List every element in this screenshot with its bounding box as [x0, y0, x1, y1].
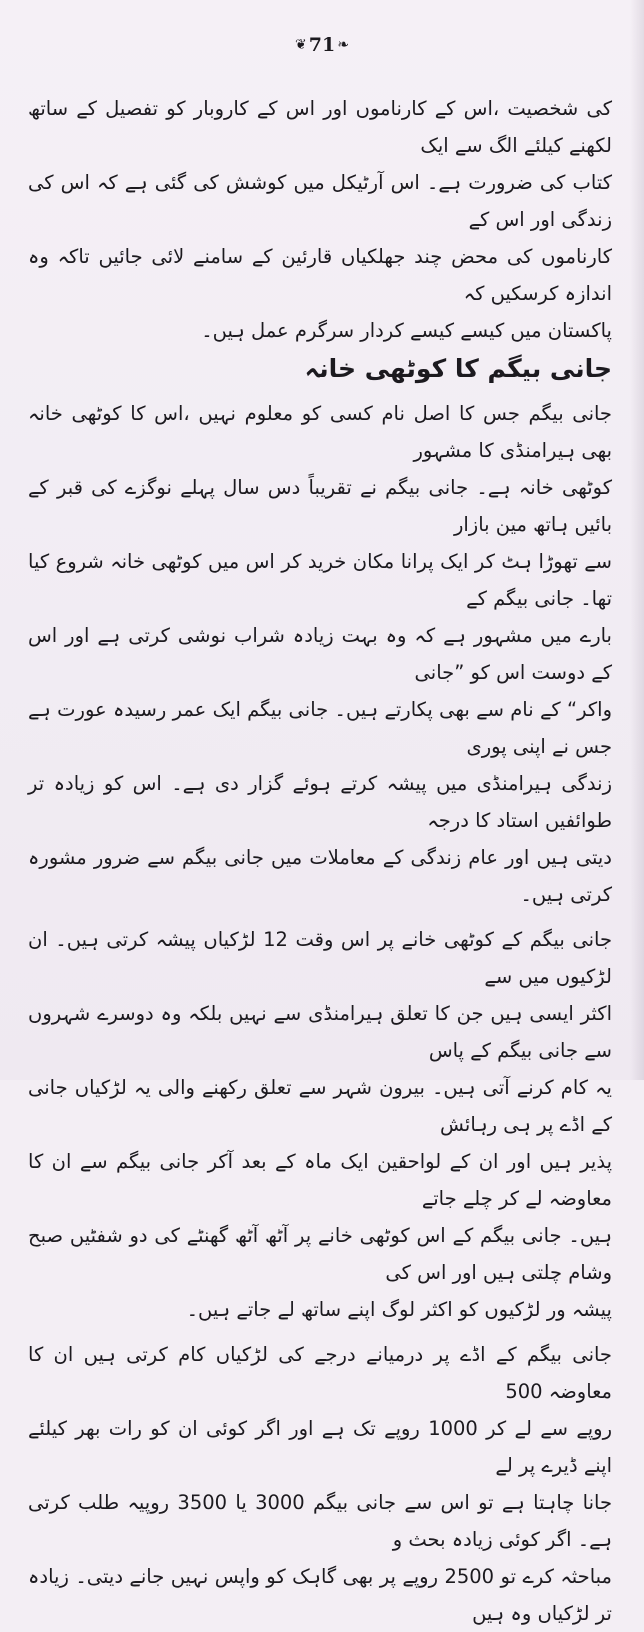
body-line: جانی بیگم کے کوٹھی خانے پر اس وقت 12 لڑکیاں پیشہ کرتی ہیں۔ ان لڑکیوں میں سے: [28, 928, 612, 988]
page-body: [28, 90, 612, 1632]
body-line: دیتی ہیں اور عام زندگی کے معاملات میں جانی بیگم سے ضرور مشورہ کرتی ہیں۔: [28, 846, 612, 906]
page-edge-shadow: [630, 0, 644, 1080]
body-line: یہ کام کرنے آتی ہیں۔ بیرون شہر سے تعلق رکھنے والی یہ لڑکیاں جانی کے اڈے پر ہی رہائش: [28, 1076, 612, 1136]
body-line: کی شخصیت ،اس کے کارناموں اور اس کے کاروبار کو تفصیل کے ساتھ لکھنے کیلئے الگ سے ایک: [28, 97, 612, 157]
body-line: روپے سے لے کر 1000 روپے تک ہے اور اگر کوئی ان کو رات بھر کیلئے اپنے ڈیرے پر لے: [28, 1417, 613, 1477]
body-line: جانی بیگم جس کا اصل نام کسی کو معلوم نہیں ،اس کا کوٹھی خانہ بھی ہیرامنڈی کا مشہور: [28, 402, 612, 462]
body-line: بارے میں مشہور ہے کہ وہ بہت زیادہ شراب نوشی کرتی ہے اور اس کے دوست اس کو ”جانی: [28, 624, 612, 684]
body-line: اکثر ایسی ہیں جن کا تعلق ہیرامنڈی سے نہیں بلکہ وہ دوسرے شہروں سے جانی بیگم کے پاس: [28, 1002, 612, 1062]
page-header: [0, 34, 644, 56]
body-line: واکر“ کے نام سے بھی پکارتے ہیں۔ جانی بیگم ایک عمر رسیدہ عورت ہے جس نے اپنی پوری: [28, 698, 612, 758]
body-line: پاکستان میں کیسے کیسے کردار سرگرم عمل ہیں۔: [201, 319, 612, 342]
body-line: جانی بیگم کے اڈے پر درمیانے درجے کی لڑکیاں کام کرتی ہیں ان کا معاوضہ 500: [28, 1343, 612, 1403]
body-line: کارناموں کی محض چند جھلکیاں قارئین کے سامنے لائی جائیں تاکہ وہ اندازہ کرسکیں کہ: [28, 245, 612, 305]
body-line: پذیر ہیں اور ان کے لواحقین ایک ماہ کے بعد آکر جانی بیگم سے ان کا معاوضہ لے کر چلے جاتے: [28, 1150, 612, 1210]
paragraph-gap: [28, 1328, 612, 1336]
body-line: ہیں۔ جانی بیگم کے اس کوٹھی خانے پر آٹھ آٹھ گھنٹے کی دو شفٹیں صبح وشام چلتی ہیں اور اس کی: [28, 1224, 612, 1284]
page-number: 71: [308, 34, 336, 56]
body-line: پیشہ ور لڑکیوں کو اکثر لوگ اپنے ساتھ لے جاتے ہیں۔: [186, 1298, 612, 1321]
body-line: کتاب کی ضرورت ہے۔ اس آرٹیکل میں کوشش کی گئی ہے کہ اس کی زندگی اور اس کے: [28, 171, 612, 231]
left-ornament-icon: ❦: [295, 37, 307, 53]
paragraph-gap: [28, 913, 612, 921]
body-line: جانا چاہتا ہے تو اس سے جانی بیگم 3000 یا 3500 روپیہ طلب کرتی ہے۔ اگر کوئی زیادہ بحث و: [28, 1491, 613, 1551]
body-line: زندگی ہیرامنڈی میں پیشہ کرتے ہوئے گزار دی ہے۔ اس کو زیادہ تر طوائفیں استاد کا درجہ: [28, 772, 612, 832]
body-line: کوٹھی خانہ ہے۔ جانی بیگم نے تقریباً دس سال پہلے نوگزے کی قبر کے بائیں ہاتھ مین بازار: [28, 476, 612, 536]
body-line: سے تھوڑا ہٹ کر ایک پرانا مکان خرید کر اس میں کوٹھی خانہ شروع کیا تھا۔ جانی بیگم کے: [28, 550, 612, 610]
body-line: مباحثہ کرے تو 2500 روپے پر بھی گاہک کو واپس نہیں جانے دیتی۔ زیادہ تر لڑکیاں وہ ہیں: [28, 1565, 612, 1625]
right-ornament-icon: ❧: [337, 37, 349, 53]
section-heading: جانی بیگم کا کوٹھی خانہ: [304, 354, 612, 383]
